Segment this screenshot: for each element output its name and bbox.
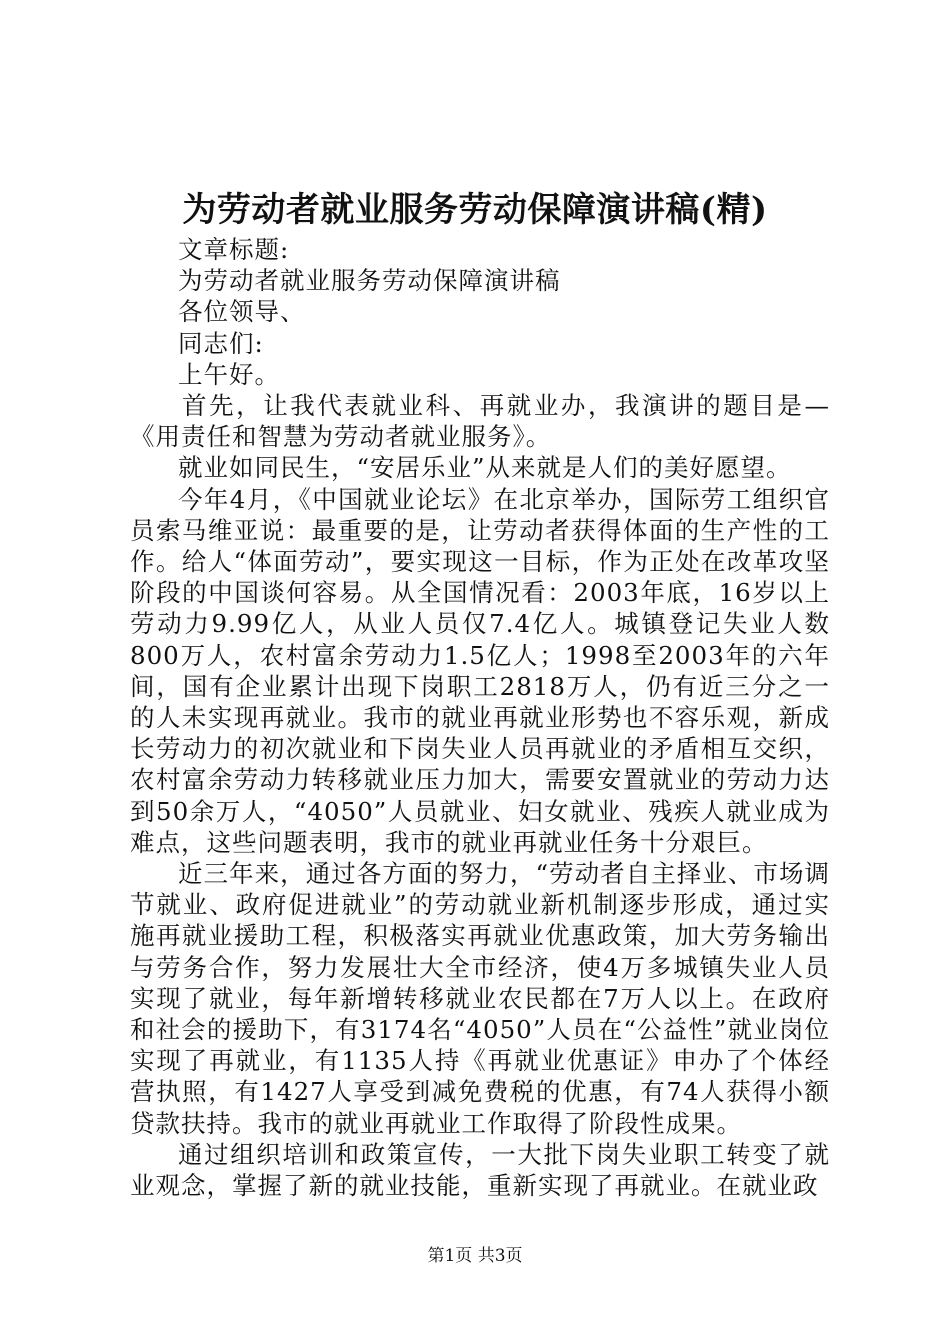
document-body <box>130 234 830 1201</box>
paragraph-forum: 今年4月，《中国就业论坛》在北京举办，国际劳工组织官员索马维亚说：最重要的是，让劳动者获得体面的生产性的工作。给人“体面劳动”，要实现这一目标，作为正处在改革攻坚阶段的中国谈何容易。从全国情况看：2003年底，16岁以上劳动力9.99亿人，从业人员仅7.4亿人。城镇登记失业人数800万人，农村富余劳动力1.5亿人；1998至2003年的六年间，国有企业累计出现下岗职工2818万人，仍有近三分之一的人未实现再就业。我市的就业再就业形势也不容乐观，新成长劳动力的初次就业和下岗失业人员再就业的矛盾相互交织，农村富余劳动力转移就业压力加大，需要安置就业的劳动力达到50余万人，“4050”人员就业、妇女就业、残疾人就业成为难点，这些问题表明，我市的就业再就业任务十分艰巨。 <box>130 484 830 857</box>
paragraph-training: 通过组织培训和政策宣传，一大批下岗失业职工转变了就业观念，掌握了新的就业技能，重新实现了再就业。在就业政 <box>130 1139 830 1201</box>
paragraph-livelihood: 就业如同民生，“安居乐业”从来就是人们的美好愿望。 <box>178 453 792 483</box>
page-footer: 第1页 共3页 <box>427 1246 523 1266</box>
paragraph-greeting: 上午好。 <box>178 359 280 389</box>
paragraph-achievements: 近三年来，通过各方面的努力，“劳动者自主择业、市场调节就业、政府促进就业”的劳动就业新机制逐步形成，通过实施再就业援助工程，积极落实再就业优惠政策，加大劳务输出与劳务合作，努力发展壮大全市经济，使4万多城镇失业人员实现了就业，每年新增转移就业农民都在7万人以上。在政府和社会的援助下，有3174名“4050”人员在“公益性”就业岗位实现了再就业，有1135人持《再就业优惠证》申办了个体经营执照，有1427人享受到减免费税的优惠，有74人获得小额贷款扶持。我市的就业再就业工作取得了阶段性成果。 <box>130 859 830 1138</box>
paragraph-label: 文章标题: <box>178 235 290 264</box>
paragraph-salutation-comrades: 同志们: <box>178 328 264 358</box>
paragraph-subtitle: 为劳动者就业服务劳动保障演讲稿 <box>178 266 561 296</box>
document-title: 为劳动者就业服务劳动保障演讲稿(精) <box>182 190 768 230</box>
paragraph-intro: 首先，让我代表就业科、再就业办，我演讲的题目是—《用责任和智慧为劳动者就业服务》。 <box>130 391 830 452</box>
paragraph-salutation-leaders: 各位领导、 <box>178 297 306 327</box>
